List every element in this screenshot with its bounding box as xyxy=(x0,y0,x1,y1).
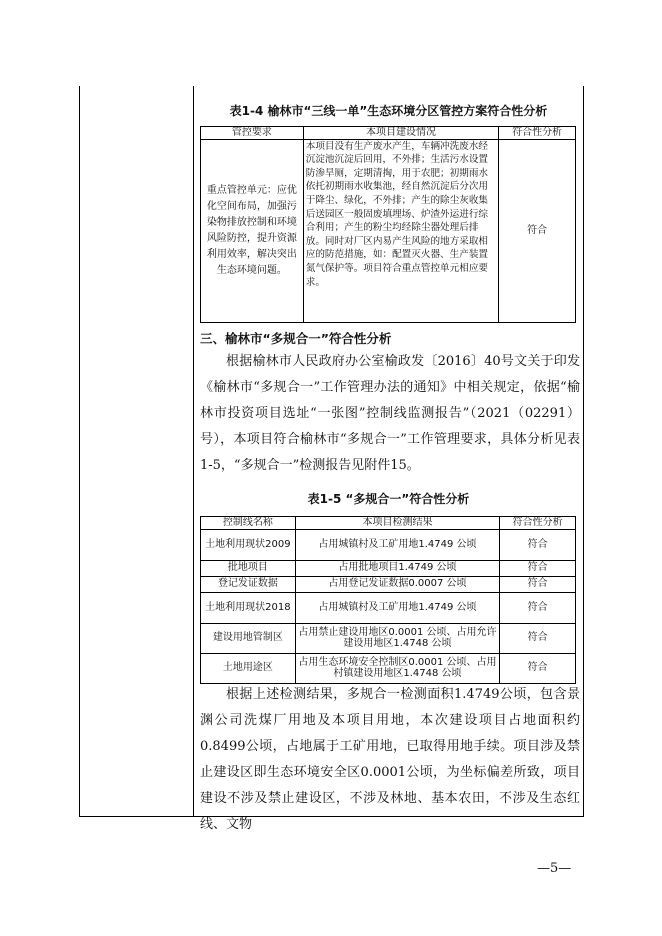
detection-result: 占用城镇村及工矿用地1.4749 公顷 xyxy=(295,529,499,560)
conform-result: 符合 xyxy=(500,576,576,592)
table-row xyxy=(201,576,576,592)
table-row xyxy=(201,529,576,560)
page-frame xyxy=(79,86,584,832)
header-requirement: 管控要求 xyxy=(201,127,304,140)
result-cell: 符合 xyxy=(499,139,576,322)
conform-result: 符合 xyxy=(500,623,576,653)
header-control-line: 控制线名称 xyxy=(201,517,296,530)
conclusion-paragraph: 根据上述检测结果，多规合一检测面积1.4749公顷，包含景渊公司洗煤厂用地及本项目用地，本次建设项目占地面积约0.8499公顷，占地属于工矿用地，已取得用地手续。项目涉及禁止建设区即生态环境安全区0.0001公顷，为坐标偏差所致，项目建设不涉及禁止建设区，不涉及林地、基本农田，不涉及生态红线、文物 xyxy=(200,687,580,832)
table-header-row xyxy=(201,127,576,140)
header-analysis: 符合性分析 xyxy=(499,127,576,140)
control-line-name: 土地用途区 xyxy=(201,653,296,683)
content-column xyxy=(194,86,583,832)
table-1-5-caption: 表1-5 “多规合一”符合性分析 xyxy=(307,492,470,506)
detection-result: 占用生态环境安全控制区0.0001 公顷、占用村镇建设用地区1.4748 公顷 xyxy=(295,653,499,683)
detection-result: 占用城镇村及工矿用地1.4749 公顷 xyxy=(295,592,499,623)
table-row xyxy=(201,592,576,623)
control-line-name: 建设用地管制区 xyxy=(201,623,296,653)
table-header-row xyxy=(201,517,576,530)
conform-result: 符合 xyxy=(500,560,576,576)
table-row xyxy=(201,653,576,683)
header-conform: 符合性分析 xyxy=(500,517,576,530)
control-line-name: 土地利用现状2009 xyxy=(201,529,296,560)
detection-result: 占用批地项目1.4749 公顷 xyxy=(295,560,499,576)
section-heading: 三、榆林市“多规合一”符合性分析 xyxy=(200,331,392,346)
requirement-cell: 重点管控单元：应优化空间布局，加强污染物排放控制和环境风险防控，提升资源利用效率，解决突出生态环境问题。 xyxy=(201,139,304,322)
control-line-name: 登记发证数据 xyxy=(201,576,296,592)
table-1-4-caption: 表1-4 榆林市“三线一单”生态环境分区管控方案符合性分析 xyxy=(229,104,548,118)
section-paragraph: 根据榆林市人民政府办公室榆政发〔2016〕40号文关于印发《榆林市“多规合一”工作管理办法的通知》中相关规定，依据“榆林市投资项目选址“一张图”控制线监测报告”（2021（02291）号），本项目符合榆林市“多规合一”工作管理要求，具体分析见表1-5，“多规合一”检测报告见附件15。 xyxy=(200,354,580,473)
table-row xyxy=(201,560,576,576)
conform-result: 符合 xyxy=(500,529,576,560)
left-column xyxy=(80,86,194,816)
header-detection: 本项目检测结果 xyxy=(295,517,499,530)
table-1-4 xyxy=(200,126,576,323)
header-situation: 本项目建设情况 xyxy=(303,127,498,140)
situation-cell: 本项目没有生产废水产生，车辆冲洗废水经沉淀池沉淀后回用，不外排；生活污水设置防渗旱厕，定期清掏，用于农肥；初期雨水依托初期雨水收集池，经自然沉淀后分次用于降尘、绿化，不外排；产生的除尘灰收集后送园区一般固废填埋场、炉渣外运进行综合利用；产生的粉尘均经除尘器处理后排放。同时对厂区内易产生风险的地方采取相应的防范措施，如：配置灭火器、生产装置氮气保护等。项目符合重点管控单元相应要求。 xyxy=(303,139,498,322)
page-number: —5— xyxy=(537,861,572,876)
detection-result: 占用登记发证数据0.0007 公顷 xyxy=(295,576,499,592)
table-1-5 xyxy=(200,516,576,684)
conform-result: 符合 xyxy=(500,653,576,683)
table-row xyxy=(201,623,576,653)
conform-result: 符合 xyxy=(500,592,576,623)
control-line-name: 土地利用现状2018 xyxy=(201,592,296,623)
detection-result: 占用禁止建设用地区0.0001 公顷、占用允许建设用地区1.4748 公顷 xyxy=(295,623,499,653)
control-line-name: 批地项目 xyxy=(201,560,296,576)
table-row xyxy=(201,139,576,322)
